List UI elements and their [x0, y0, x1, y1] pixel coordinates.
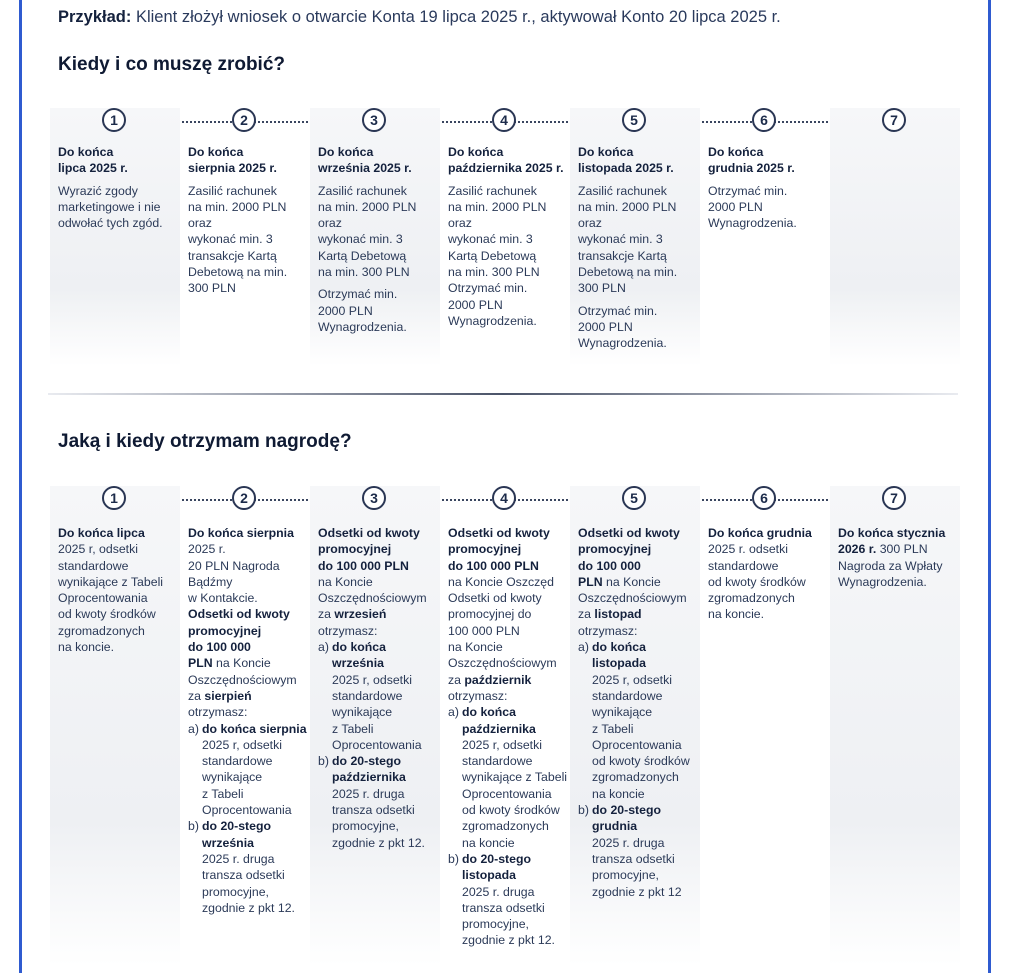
- step-text: 300 PLN: [188, 281, 236, 296]
- step-text: transakcje Kartą: [188, 248, 277, 263]
- step-text: Debetową na min.: [578, 265, 678, 280]
- reward-bold-text: do końca: [462, 705, 516, 720]
- reward-month: październik: [464, 672, 532, 687]
- step-column: [700, 108, 830, 366]
- list-marker: a): [448, 705, 459, 720]
- reward-bold-text: do końca: [592, 640, 646, 655]
- step-text: oraz: [578, 216, 602, 231]
- reward-text: Oszczędnościowym: [188, 672, 297, 687]
- reward-text: na Koncie Oszczęd: [448, 574, 554, 589]
- step-text: Zasilić rachunek: [188, 183, 277, 198]
- reward-text: za: [448, 672, 461, 687]
- reward-text: od kwoty środków: [592, 754, 690, 769]
- reward-text: standardowe: [708, 558, 779, 573]
- reward-text: Oprocentowania: [332, 737, 422, 752]
- reward-text: 2025 r, odsetki: [58, 542, 138, 557]
- reward-number-badge: 7: [882, 486, 906, 510]
- reward-bold-text: do 100 000 PLN: [318, 558, 409, 573]
- reward-text: na Koncie: [216, 656, 271, 671]
- reward-text: Oprocentowania: [592, 737, 682, 752]
- step-number-badge: 2: [232, 108, 256, 132]
- reward-list-item: [448, 704, 568, 851]
- reward-text: standardowe: [592, 688, 663, 703]
- step-text: oraz: [188, 216, 212, 231]
- reward-bold-text: Odsetki od kwoty: [318, 526, 420, 540]
- reward-text: 2025 r. odsetki: [708, 542, 788, 557]
- step-text: Otrzymać min.: [318, 287, 398, 302]
- step-title: sierpnia 2025 r.: [188, 161, 277, 176]
- step-text: odwołać tych zgód.: [58, 216, 163, 231]
- reward-column: [570, 486, 700, 966]
- step-text: Wynagrodzenia.: [708, 216, 797, 231]
- reward-text: Bądźmy: [188, 574, 233, 589]
- reward-text: 2025 r. druga: [202, 851, 275, 866]
- reward-bold-text: do 20-stego: [202, 819, 272, 834]
- reward-text: Oprocentowania: [202, 803, 292, 818]
- example-line: [58, 8, 781, 27]
- reward-column: [440, 486, 570, 966]
- step-text: oraz: [318, 216, 342, 231]
- reward-text: promocyjne,: [592, 868, 659, 883]
- reward-text: 2025 r, odsetki: [592, 672, 672, 687]
- reward-text: 2025 r. druga: [462, 884, 535, 899]
- reward-bold-text: do 100 000: [188, 640, 251, 655]
- reward-number-badge: 5: [622, 486, 646, 510]
- list-marker: b): [578, 803, 589, 818]
- step-text: 2000 PLN: [708, 199, 763, 214]
- step-text: Zasilić rachunek: [578, 183, 667, 198]
- step-text: oraz: [448, 216, 472, 231]
- section-divider: [48, 393, 958, 395]
- reward-text: z Tabeli: [592, 721, 634, 736]
- step-number-badge: 5: [622, 108, 646, 132]
- list-marker: b): [188, 819, 199, 834]
- step-text: Otrzymać min.: [708, 183, 788, 198]
- reward-text: Nagroda za Wpłaty: [838, 558, 943, 573]
- reward-bold-text: promocyjnej: [188, 623, 262, 638]
- reward-text: na koncie: [592, 786, 645, 801]
- reward-text: Oprocentowania: [462, 786, 552, 801]
- reward-title: Do końca sierpnia: [188, 526, 294, 540]
- reward-bold-text: Odsetki od kwoty: [188, 607, 290, 622]
- reward-bold-text: do końca sierpnia: [202, 721, 307, 736]
- step-text: 2000 PLN: [578, 319, 633, 334]
- reward-text: w Kontakcie.: [188, 591, 258, 606]
- step-title: września 2025 r.: [318, 161, 412, 176]
- reward-text: wynikające z Tabeli: [58, 574, 164, 589]
- reward-text: standardowe: [58, 558, 129, 573]
- step-text: na min. 2000 PLN: [578, 199, 677, 214]
- step-number-badge: 3: [362, 108, 386, 132]
- step-text: na min. 2000 PLN: [448, 199, 547, 214]
- step-column: [180, 108, 310, 366]
- step-text: Zasilić rachunek: [448, 183, 537, 198]
- reward-text: zgromadzonych: [592, 770, 679, 785]
- step-text: Zasilić rachunek: [318, 183, 407, 198]
- reward-number-badge: 2: [232, 486, 256, 510]
- reward-text: otrzymasz:: [578, 623, 638, 638]
- reward-column: [830, 486, 960, 966]
- reward-number-badge: 3: [362, 486, 386, 510]
- reward-text: na Koncie: [606, 574, 661, 589]
- step-text: Kartą Debetową: [448, 248, 537, 263]
- reward-text: od kwoty środków: [462, 803, 560, 818]
- step-title: lipca 2025 r.: [58, 161, 128, 176]
- reward-text: 100 000 PLN: [448, 623, 520, 638]
- reward-bold-text: do 20-stego: [462, 851, 532, 866]
- reward-bold-text: Odsetki od kwoty: [578, 526, 680, 540]
- step-text: wykonać min. 3: [188, 232, 273, 247]
- reward-text: 2025 r. druga: [592, 835, 665, 850]
- step-text: Wynagrodzenia.: [448, 313, 537, 328]
- step-text: Wyrazić zgody: [58, 183, 138, 198]
- list-marker: b): [318, 754, 329, 769]
- step-column: [440, 108, 570, 366]
- step-text: na min. 300 PLN: [448, 265, 540, 280]
- reward-column: [50, 486, 180, 966]
- timeline-rewards: [50, 486, 960, 966]
- reward-text: zgodnie z pkt 12.: [202, 900, 295, 915]
- reward-text: za: [188, 688, 201, 703]
- step-text: 2000 PLN: [318, 303, 373, 318]
- reward-text: 2025 r, odsetki: [332, 672, 412, 687]
- reward-list-item: [578, 639, 698, 802]
- reward-text: transza odsetki: [592, 851, 675, 866]
- reward-text: transza odsetki: [462, 900, 545, 915]
- step-text: Wynagrodzenia.: [318, 319, 407, 334]
- reward-bold-text: do 100 000: [578, 558, 641, 573]
- reward-text: Oszczędnościowym: [578, 591, 687, 606]
- reward-text: Oszczędnościowym: [318, 591, 427, 606]
- reward-text: wynikające: [592, 705, 653, 720]
- reward-text: od kwoty środków: [58, 607, 156, 622]
- reward-text: standardowe: [202, 754, 273, 769]
- reward-text: 2025 r, odsetki: [462, 737, 542, 752]
- step-column: [310, 108, 440, 366]
- reward-text: zgodnie z pkt 12.: [332, 835, 425, 850]
- reward-text: zgromadzonych: [58, 623, 145, 638]
- reward-text: standardowe: [462, 754, 533, 769]
- step-text: Debetową na min.: [188, 265, 288, 280]
- reward-text: za: [578, 607, 591, 622]
- step-title: grudnia 2025 r.: [708, 161, 795, 176]
- reward-text: 20 PLN Nagroda: [188, 558, 280, 573]
- list-marker: a): [188, 721, 199, 736]
- reward-text: na koncie.: [708, 607, 765, 622]
- timeline-steps: [50, 108, 960, 366]
- reward-bold-text: grudnia: [592, 819, 638, 834]
- reward-bold-text: do 20-stego: [332, 754, 402, 769]
- reward-text: zgodnie z pkt 12.: [462, 933, 555, 948]
- reward-text: transza odsetki: [332, 803, 415, 818]
- list-marker: a): [578, 640, 589, 655]
- step-text: wykonać min. 3: [318, 232, 403, 247]
- step-number-badge: 7: [882, 108, 906, 132]
- step-column: [50, 108, 180, 366]
- step-text: Wynagrodzenia.: [578, 336, 667, 351]
- reward-list-item: [578, 802, 698, 900]
- reward-title: Do końca grudnia: [708, 526, 812, 540]
- reward-bold-text: promocyjnej: [448, 542, 522, 557]
- reward-list-item: [188, 818, 308, 916]
- page-frame-left: [19, 0, 22, 973]
- reward-text: promocyjne,: [462, 917, 529, 932]
- step-text: marketingowe i nie: [58, 199, 161, 214]
- step-number-badge: 6: [752, 108, 776, 132]
- step-title: Do końca: [448, 145, 504, 159]
- section-title-what-to-do: Kiedy i co muszę zrobić?: [58, 54, 285, 75]
- reward-text: Oprocentowania: [58, 591, 148, 606]
- page-frame-right: [988, 0, 991, 973]
- reward-text: zgromadzonych: [462, 819, 549, 834]
- reward-bold-text: promocyjnej: [578, 542, 652, 557]
- step-text: na min. 300 PLN: [318, 265, 410, 280]
- step-title: Do końca: [708, 145, 764, 159]
- step-title: Do końca: [318, 145, 374, 159]
- reward-number-badge: 1: [102, 486, 126, 510]
- reward-column: [180, 486, 310, 966]
- reward-bold-text: PLN: [578, 574, 603, 589]
- reward-text: z Tabeli: [202, 786, 244, 801]
- step-title: Do końca: [188, 145, 244, 159]
- reward-number-badge: 6: [752, 486, 776, 510]
- reward-bold-text: do 100 000 PLN: [448, 558, 539, 573]
- step-number-badge: 1: [102, 108, 126, 132]
- reward-text: 2025 r, odsetki: [202, 737, 282, 752]
- section-title-rewards: Jaką i kiedy otrzymam nagrodę?: [58, 431, 352, 452]
- reward-text: zgromadzonych: [708, 591, 795, 606]
- reward-text: promocyjne,: [332, 819, 399, 834]
- example-label: Przykład:: [58, 8, 132, 26]
- reward-title: Do końca stycznia: [838, 526, 946, 540]
- step-text: Kartą Debetową: [318, 248, 407, 263]
- reward-text: Wynagrodzenia.: [838, 574, 927, 589]
- example-text: Klient złożył wniosek o otwarcie Konta 19 lipca 2025 r., aktywował Konto 20 lipca 2025 r.: [135, 8, 781, 26]
- reward-bold-text: listopada: [462, 868, 516, 883]
- reward-list-item: [448, 851, 568, 949]
- step-title: października 2025 r.: [448, 161, 564, 176]
- reward-text: 2025 r. druga: [332, 786, 405, 801]
- reward-text: na Koncie: [448, 640, 503, 655]
- reward-text: za: [318, 607, 331, 622]
- reward-text: zgodnie z pkt 12: [592, 884, 682, 899]
- reward-text: na koncie.: [58, 640, 115, 655]
- reward-text: otrzymasz:: [188, 705, 248, 720]
- reward-bold-text: PLN: [188, 656, 213, 671]
- reward-bold-text: października: [462, 721, 536, 736]
- reward-text: otrzymasz:: [318, 623, 378, 638]
- reward-text: Oszczędnościowym: [448, 656, 557, 671]
- reward-number-badge: 4: [492, 486, 516, 510]
- step-text: Otrzymać min.: [578, 303, 658, 318]
- step-column: [570, 108, 700, 366]
- step-text: wykonać min. 3: [578, 232, 663, 247]
- step-text: 2000 PLN: [448, 297, 503, 312]
- reward-text: Odsetki od kwoty: [448, 591, 542, 606]
- reward-column: [310, 486, 440, 966]
- step-text: na min. 2000 PLN: [318, 199, 417, 214]
- reward-bold-text: września: [332, 656, 384, 671]
- step-text: transakcje Kartą: [578, 248, 667, 263]
- reward-text: wynikające: [332, 705, 393, 720]
- reward-bold-text: października: [332, 770, 406, 785]
- step-column: [830, 108, 960, 366]
- reward-bold-text: listopada: [592, 656, 646, 671]
- reward-bold-text: do końca: [332, 640, 386, 655]
- reward-text: 300 PLN: [876, 542, 928, 557]
- reward-text: otrzymasz:: [448, 688, 508, 703]
- step-text: Otrzymać min.: [448, 281, 528, 296]
- reward-text: promocyjne,: [202, 884, 269, 899]
- reward-title: Do końca lipca: [58, 526, 145, 540]
- reward-column: [700, 486, 830, 966]
- step-text: 300 PLN: [578, 281, 626, 296]
- step-number-badge: 4: [492, 108, 516, 132]
- reward-list-item: [188, 721, 308, 819]
- reward-text: z Tabeli: [332, 721, 374, 736]
- reward-list-item: [318, 753, 438, 851]
- reward-text: od kwoty środków: [708, 574, 806, 589]
- reward-text: 2025 r.: [188, 542, 226, 557]
- reward-text: transza odsetki: [202, 868, 285, 883]
- reward-bold-text: promocyjnej: [318, 542, 392, 557]
- reward-text: wynikające: [202, 770, 263, 785]
- step-title: listopada 2025 r.: [578, 161, 674, 176]
- reward-list-item: [318, 639, 438, 753]
- list-marker: b): [448, 851, 459, 866]
- step-text: na min. 2000 PLN: [188, 199, 287, 214]
- reward-text: promocyjnej do: [448, 607, 532, 622]
- reward-bold-text: do 20-stego: [592, 803, 662, 818]
- reward-month: sierpień: [204, 688, 252, 703]
- reward-bold-text: Odsetki od kwoty: [448, 526, 550, 540]
- step-title: Do końca: [578, 145, 634, 159]
- reward-text: na Koncie: [318, 574, 373, 589]
- step-text: wykonać min. 3: [448, 232, 533, 247]
- reward-text: standardowe: [332, 688, 403, 703]
- reward-text: wynikające z Tabeli: [462, 770, 568, 785]
- reward-bold-text: września: [202, 835, 254, 850]
- reward-bold-text: 2026 r.: [838, 542, 877, 557]
- step-title: Do końca: [58, 145, 114, 159]
- reward-month: wrzesień: [334, 607, 387, 622]
- reward-month: listopad: [594, 607, 642, 622]
- list-marker: a): [318, 640, 329, 655]
- reward-text: na koncie: [462, 835, 515, 850]
